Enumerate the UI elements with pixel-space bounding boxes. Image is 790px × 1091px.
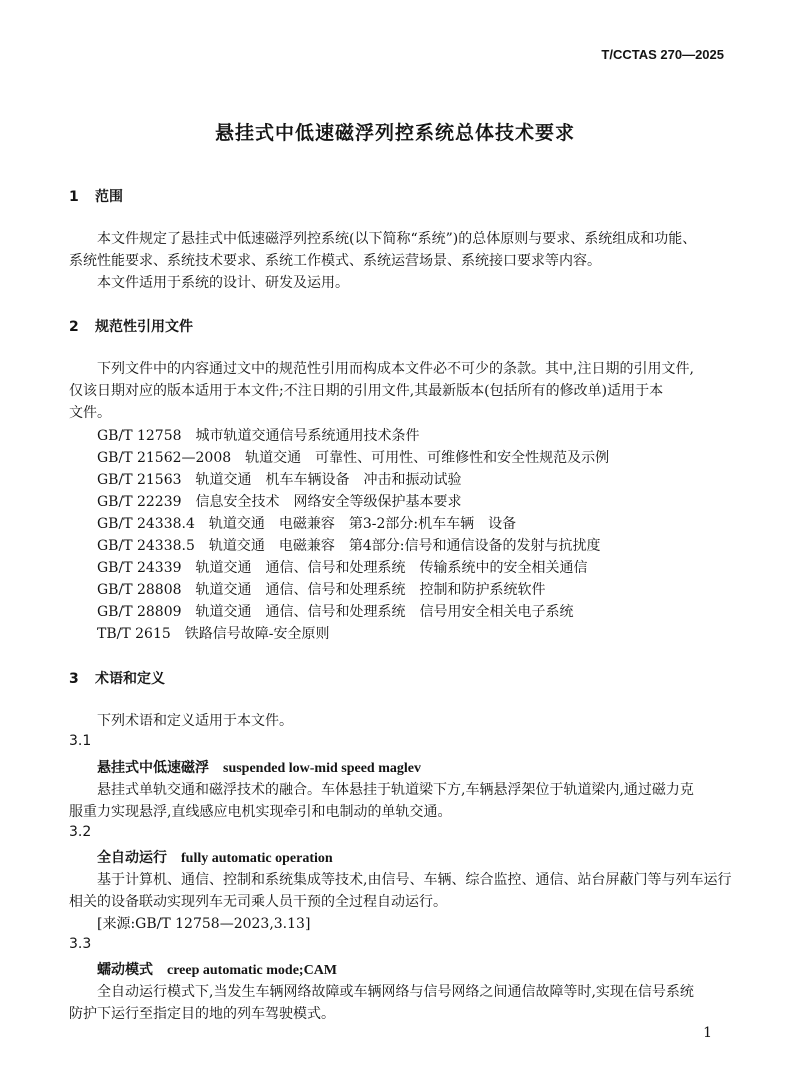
reference-title-part: 轨道交通	[195, 472, 252, 488]
reference-item	[97, 425, 420, 447]
reference-title-part: 城市轨道交通信号系统通用技术条件	[195, 428, 420, 444]
reference-title-part: 通信、信号和处理系统	[265, 582, 406, 598]
reference-title-part: 第3-2部分:机车车辆 设备	[348, 516, 517, 532]
reference-title-part: 轨道交通	[245, 450, 302, 466]
term-chinese: 蠕动模式	[97, 962, 153, 978]
term-definition-line-2: 服重力实现悬浮,直线感应电机实现牵引和电制动的单轨交通。	[69, 804, 452, 820]
section-1-para-2: 本文件适用于系统的设计、研发及运用。	[97, 275, 349, 291]
section-1-title: 范围	[95, 189, 123, 205]
section-2-number: 2	[69, 319, 79, 335]
reference-title-part: 通信、信号和处理系统	[265, 560, 406, 576]
section-1-para-1-line-2: 系统性能要求、系统技术要求、系统工作模式、系统运营场景、系统接口要求等内容。	[69, 253, 601, 269]
reference-code: GB/T 28808	[97, 582, 182, 598]
section-2-heading	[69, 316, 193, 336]
term-chinese: 悬挂式中低速磁浮	[97, 760, 209, 776]
reference-item	[97, 557, 588, 579]
section-1-heading	[69, 186, 123, 206]
reference-title-part: 轨道交通	[208, 516, 265, 532]
term-english: fully automatic operation	[181, 851, 333, 866]
section-2-para-line-3: 文件。	[69, 405, 111, 421]
term-heading	[97, 959, 337, 979]
section-3-intro: 下列术语和定义适用于本文件。	[97, 713, 293, 729]
reference-title-part: 轨道交通	[195, 582, 252, 598]
term-heading	[97, 847, 333, 867]
reference-item	[97, 601, 574, 623]
reference-code: TB/T 2615	[97, 626, 171, 642]
reference-title-part: 轨道交通	[195, 604, 252, 620]
section-3-title: 术语和定义	[95, 671, 165, 687]
reference-code: GB/T 21562—2008	[97, 450, 232, 466]
reference-title-part: 电磁兼容	[278, 516, 335, 532]
reference-code: GB/T 22239	[97, 494, 182, 510]
reference-title-part: 电磁兼容	[278, 538, 335, 554]
reference-title-part: 传输系统中的安全相关通信	[419, 560, 588, 576]
section-2-para-line-2: 仅该日期对应的版本适用于本文件;不注日期的引用文件,其最新版本(包括所有的修改单)适用于本	[69, 383, 664, 399]
page-number: 1	[703, 1025, 712, 1041]
standard-number: T/CCTAS 270—2025	[601, 47, 724, 62]
reference-item	[97, 491, 462, 513]
term-chinese: 全自动运行	[97, 850, 167, 866]
reference-item	[97, 469, 462, 491]
section-3-heading	[69, 668, 165, 688]
term-definition-line-2: 相关的设备联动实现列车无司乘人员干预的全过程自动运行。	[69, 894, 447, 910]
term-number: 3.1	[69, 733, 92, 749]
term-number: 3.2	[69, 824, 92, 840]
reference-code: GB/T 24338.4	[97, 516, 195, 532]
reference-title-part: 轨道交通	[208, 538, 265, 554]
reference-code: GB/T 12758	[97, 428, 182, 444]
reference-item	[97, 535, 601, 557]
section-3-number: 3	[69, 671, 79, 687]
reference-item	[97, 579, 546, 601]
reference-title-part: 第4部分:信号和通信设备的发射与抗扰度	[348, 538, 601, 554]
term-english: creep automatic mode;CAM	[167, 963, 338, 978]
term-definition-line-1: 悬挂式单轨交通和磁浮技术的融合。车体悬挂于轨道梁下方,车辆悬浮架位于轨道梁内,通过磁力克	[97, 782, 694, 798]
document-title: 悬挂式中低速磁浮列控系统总体技术要求	[214, 122, 575, 144]
term-definition-line-1: 全自动运行模式下,当发生车辆网络故障或车辆网络与信号网络之间通信故障等时,实现在信号系统	[97, 984, 694, 1000]
section-2-para-line-1: 下列文件中的内容通过文中的规范性引用而构成本文件必不可少的条款。其中,注日期的引用文件,	[97, 361, 694, 377]
section-1-number: 1	[69, 189, 79, 205]
section-1-para-1-line-1: 本文件规定了悬挂式中低速磁浮列控系统(以下简称“系统”)的总体原则与要求、系统组成和功能、	[97, 231, 697, 247]
reference-title-part: 冲击和振动试验	[363, 472, 462, 488]
term-english: suspended low-mid speed maglev	[223, 761, 421, 776]
reference-title-part: 铁路信号故障-安全原则	[184, 626, 330, 642]
term-heading	[97, 757, 421, 777]
reference-item	[97, 623, 330, 645]
reference-title-part: 控制和防护系统软件	[419, 582, 546, 598]
term-number: 3.3	[69, 936, 92, 952]
reference-code: GB/T 28809	[97, 604, 182, 620]
reference-title-part: 网络安全等级保护基本要求	[293, 494, 462, 510]
term-definition-line-1: 基于计算机、通信、控制和系统集成等技术,由信号、车辆、综合监控、通信、站台屏蔽门等与列车运行	[97, 872, 732, 888]
reference-code: GB/T 21563	[97, 472, 182, 488]
reference-item	[97, 447, 609, 469]
reference-title-part: 可靠性、可用性、可维修性和安全性规范及示例	[315, 450, 610, 466]
reference-title-part: 轨道交通	[195, 560, 252, 576]
reference-title-part: 信息安全技术	[195, 494, 280, 510]
reference-title-part: 信号用安全相关电子系统	[419, 604, 574, 620]
term-definition-line-2: 防护下运行至指定目的地的列车驾驶模式。	[69, 1006, 335, 1022]
reference-title-part: 通信、信号和处理系统	[265, 604, 406, 620]
term-source: [来源:GB/T 12758—2023,3.13]	[97, 916, 311, 932]
reference-item	[97, 513, 516, 535]
section-2-title: 规范性引用文件	[95, 319, 193, 335]
reference-code: GB/T 24339	[97, 560, 182, 576]
reference-code: GB/T 24338.5	[97, 538, 195, 554]
reference-title-part: 机车车辆设备	[265, 472, 350, 488]
